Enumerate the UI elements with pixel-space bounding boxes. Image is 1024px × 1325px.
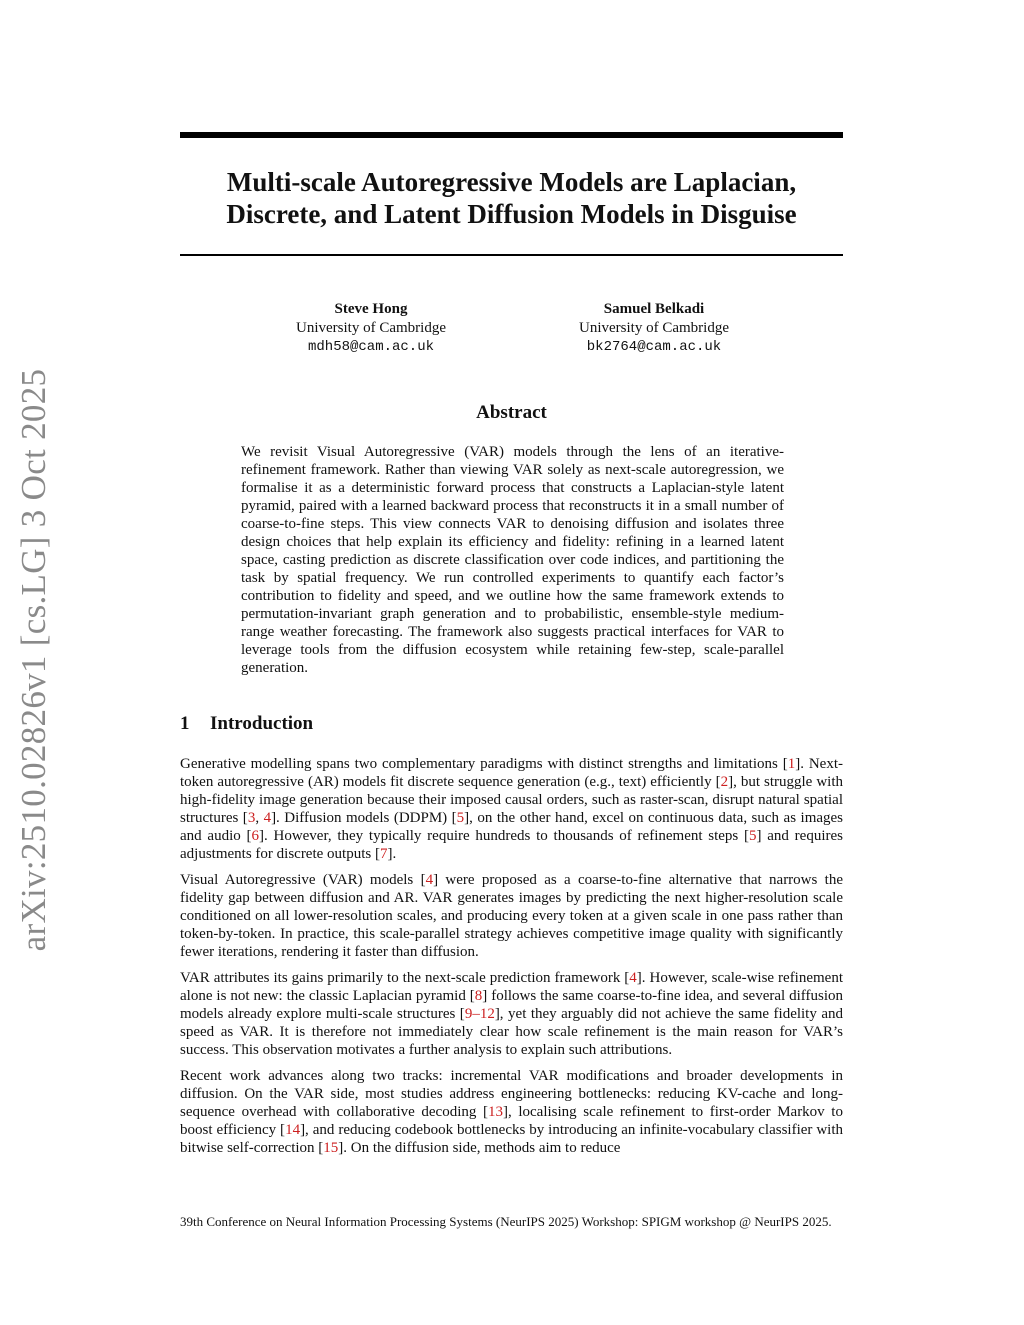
paragraph-4 bbox=[180, 1067, 843, 1157]
citation-link[interactable]: 3 bbox=[247, 810, 256, 826]
paragraph-2 bbox=[180, 871, 843, 961]
citation-link[interactable]: 15 bbox=[323, 1140, 339, 1156]
paragraph-text: ] follows the same coarse-to-fine idea, and several diffusion models already explore multi-scale structures [ bbox=[180, 988, 843, 1022]
paragraph-text: ], but struggle with high-fidelity image generation because their imposed causal orders, such as raster-scan, disrupt natural spatial structures [ bbox=[180, 774, 843, 826]
citation-link[interactable]: 5 bbox=[749, 828, 757, 844]
paragraph-text: VAR attributes its gains primarily to the next-scale prediction framework [ bbox=[180, 970, 630, 986]
paragraph-3 bbox=[180, 969, 843, 1059]
paragraph-text: ]. However, scale-wise refinement alone is not new: the classic Laplacian pyramid [ bbox=[180, 970, 844, 1004]
citation-link[interactable]: 14 bbox=[285, 1122, 301, 1138]
paragraph-text: , bbox=[255, 810, 264, 826]
author-affiliation: University of Cambridge bbox=[579, 320, 729, 336]
paragraph-text: Generative modelling spans two complementary paradigms with distinct strengths and limitations [ bbox=[180, 756, 788, 772]
paragraph-text: ]. On the diffusion side, methods aim to reduce bbox=[338, 1140, 621, 1156]
citation-link[interactable]: 9–12 bbox=[464, 1006, 495, 1022]
conference-footnote: 39th Conference on Neural Information Processing Systems (NeurIPS 2025) Workshop: SPIGM workshop @ NeurIPS 2025. bbox=[180, 1214, 832, 1229]
citation-link[interactable]: 5 bbox=[456, 810, 465, 826]
title-bottom-rule bbox=[180, 254, 843, 256]
paragraph-text: Visual Autoregressive (VAR) models [ bbox=[180, 872, 426, 888]
paragraph-text: ] were proposed as a coarse-to-fine alternative that narrows the fidelity gap between diffusion and AR. VAR generates images by predicting the next higher-resolution scale conditioned on all lower-resolution scales, and producing every token at a given scale in one pass rather than token-by-token. In practice, this scale-parallel strategy achieves competitive image quality with significantly fewer iterations, rendering it faster than diffusion. bbox=[180, 872, 844, 960]
citation-link[interactable]: 7 bbox=[379, 846, 388, 862]
paragraph-text: ]. Diffusion models (DDPM) [ bbox=[271, 810, 457, 826]
paragraph-text: ], on the other hand, excel on continuous data, such as images and audio [ bbox=[180, 810, 844, 844]
citation-link[interactable]: 4 bbox=[629, 970, 637, 986]
citation-link[interactable]: 8 bbox=[474, 988, 483, 1004]
citation-link[interactable]: 6 bbox=[251, 828, 259, 844]
paragraph-text: ] and requires adjustments for discrete outputs [ bbox=[180, 828, 843, 862]
paper-title: Multi-scale Autoregressive Models are Laplacian, Discrete, and Latent Diffusion Models in Disguise bbox=[226, 167, 797, 229]
author-block-2 bbox=[524, 300, 784, 357]
author-block-1 bbox=[241, 300, 501, 357]
abstract-text: We revisit Visual Autoregressive (VAR) models through the lens of an iterative-refinement framework. Rather than viewing VAR solely as next-scale autoregression, we formalise it as a deterministic forward process that constructs a Laplacian-style latent pyramid, paired with a learned backward process that reconstructs it in a small number of coarse-to-fine steps. This view connects VAR to denoising diffusion and isolates three design choices that help explain its efficiency and fidelity: refining in a learned latent space, casting prediction as discrete classification over code indices, and partitioning the task by spatial frequency. We run controlled experiments to quantify each factor’s contribution to fidelity and speed, and we outline how the same framework extends to permutation-invariant graph generation and to probabilistic, ensemble-style medium-range weather forecasting. The framework also suggests practical interfaces for VAR to leverage tools from the diffusion ecosystem while retaining few-step, scale-parallel generation. bbox=[241, 444, 784, 676]
paragraph-text: ], yet they arguably did not achieve the same fidelity and speed as VAR. It is therefore not immediately clear how scale refinement is the main reason for VAR’s success. This observation motivates a further analysis to explain such attributions. bbox=[180, 1006, 843, 1058]
introduction-body bbox=[180, 755, 843, 1165]
paragraph-text: ], and reducing codebook bottlenecks by introducing an infinite-vocabulary classifier with bitwise self-correction [ bbox=[180, 1122, 843, 1156]
abstract-heading: Abstract bbox=[476, 402, 547, 423]
author-email: mdh58@cam.ac.uk bbox=[307, 339, 435, 355]
paragraph-text: ]. bbox=[387, 846, 397, 862]
author-affiliation: University of Cambridge bbox=[296, 320, 446, 336]
section-number: 1 bbox=[180, 713, 190, 734]
paragraph-text: ]. However, they typically require hundreds to thousands of refinement steps [ bbox=[258, 828, 750, 844]
section-title: Introduction bbox=[210, 713, 314, 734]
author-name: Samuel Belkadi bbox=[603, 301, 705, 317]
paragraph-text: Recent work advances along two tracks: incremental VAR modifications and broader developments in diffusion. On the VAR side, most studies address engineering bottlenecks: reducing KV-cache and long-sequence overhead with collaborative decoding [ bbox=[180, 1068, 843, 1120]
title-top-rule bbox=[180, 132, 843, 138]
arxiv-identifier: arXiv:2510.02826v1 [cs.LG] 3 Oct 2025 bbox=[14, 368, 53, 952]
author-name: Steve Hong bbox=[334, 301, 408, 317]
citation-link[interactable]: 4 bbox=[425, 872, 434, 888]
citation-link[interactable]: 13 bbox=[487, 1104, 503, 1120]
author-email: bk2764@cam.ac.uk bbox=[586, 339, 722, 355]
paragraph-text: ], localising scale refinement to first-order Markov to boost efficiency [ bbox=[180, 1104, 843, 1138]
citation-link[interactable]: 1 bbox=[787, 756, 796, 772]
paragraph-1 bbox=[180, 755, 843, 863]
citation-link[interactable]: 4 bbox=[263, 810, 272, 826]
section-heading bbox=[180, 713, 313, 735]
paragraph-text: ]. Next-token autoregressive (AR) models fit discrete sequence generation (e.g., text) efficiently [ bbox=[180, 756, 843, 790]
citation-link[interactable]: 2 bbox=[720, 774, 729, 790]
